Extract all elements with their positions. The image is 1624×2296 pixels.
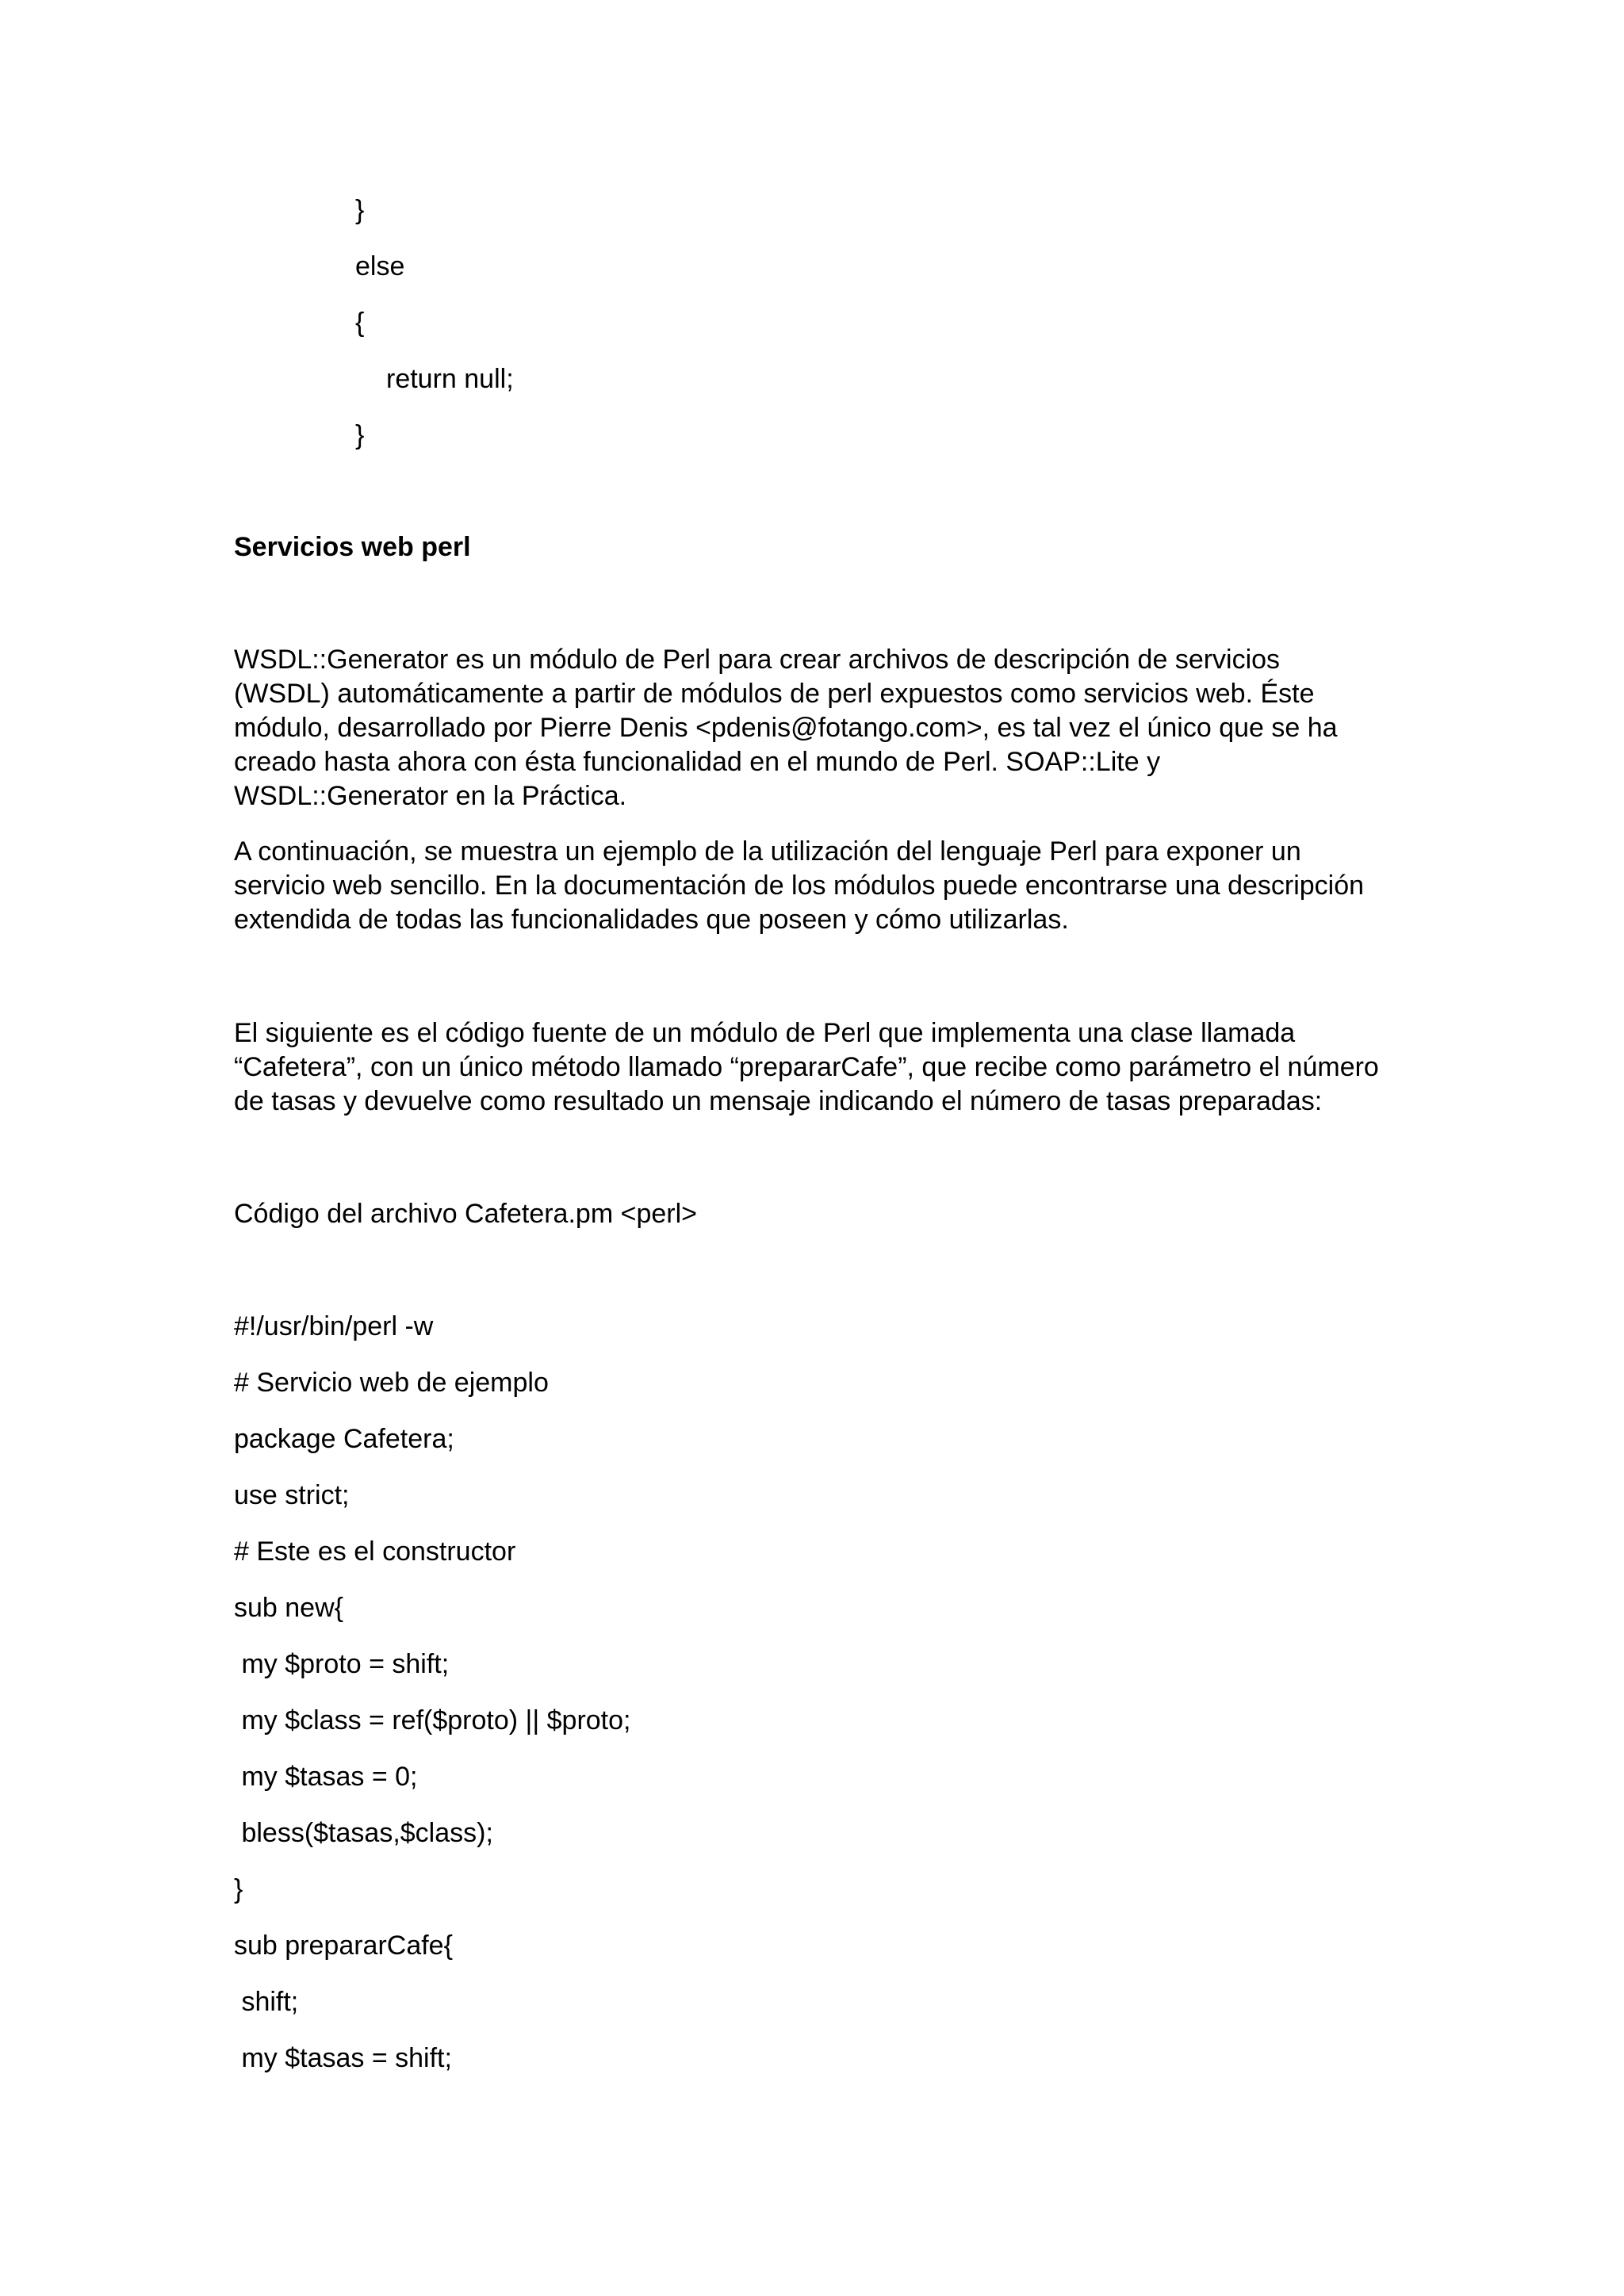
paragraph-line: creado hasta ahora con ésta funcionalidad en el mundo de Perl. SOAP::Lite y: [234, 747, 1161, 777]
code-line: sub new{: [234, 1593, 343, 1623]
code-line: my $tasas = shift;: [234, 2043, 452, 2073]
paragraph-line: de tasas y devuelve como resultado un mensaje indicando el número de tasas preparadas:: [234, 1086, 1323, 1116]
code-line: }: [355, 420, 365, 450]
code-line: else: [355, 251, 405, 281]
code-line: }: [355, 195, 365, 225]
paragraph-line: “Cafetera”, con un único método llamado “prepararCafe”, que recibe como parámetro el número: [234, 1052, 1379, 1082]
code-line: package Cafetera;: [234, 1424, 454, 1454]
code-line: my $tasas = 0;: [234, 1762, 418, 1792]
code-line: sub prepararCafe{: [234, 1931, 453, 1961]
paragraph-line: WSDL::Generator es un módulo de Perl para crear archivos de descripción de servicios: [234, 645, 1281, 675]
code-line: shift;: [234, 1987, 299, 2017]
code-line: # Servicio web de ejemplo: [234, 1368, 549, 1398]
paragraph-line: extendida de todas las funcionalidades que poseen y cómo utilizarlas.: [234, 905, 1069, 935]
code-caption: Código del archivo Cafetera.pm <perl>: [234, 1199, 697, 1229]
code-line: return null;: [386, 364, 514, 394]
paragraph-line: módulo, desarrollado por Pierre Denis <pdenis@fotango.com>, es tal vez el único que se ha: [234, 713, 1338, 743]
paragraph-line: El siguiente es el código fuente de un módulo de Perl que implementa una clase llamada: [234, 1018, 1296, 1048]
paragraph-line: WSDL::Generator en la Práctica.: [234, 781, 627, 811]
paragraph-example-intro: [234, 835, 1423, 937]
paragraph-line: servicio web sencillo. En la documentación de los módulos puede encontrarse una descripción: [234, 871, 1365, 901]
code-line: }: [234, 1874, 243, 1904]
code-line: use strict;: [234, 1480, 350, 1510]
section-title: Servicios web perl: [234, 532, 471, 562]
paragraph-cafetera-description: [234, 1016, 1423, 1119]
code-line: bless($tasas,$class);: [234, 1818, 493, 1848]
paragraph-wsdl-generator: [234, 643, 1423, 813]
code-line: {: [355, 308, 365, 338]
code-line: # Este es el constructor: [234, 1536, 516, 1567]
code-line: #!/usr/bin/perl -w: [234, 1311, 434, 1341]
paragraph-line: A continuación, se muestra un ejemplo de la utilización del lenguaje Perl para exponer un: [234, 836, 1301, 867]
code-line: my $proto = shift;: [234, 1649, 450, 1679]
code-line: my $class = ref($proto) || $proto;: [234, 1705, 631, 1735]
paragraph-line: (WSDL) automáticamente a partir de módulos de perl expuestos como servicios web. Éste: [234, 679, 1315, 709]
